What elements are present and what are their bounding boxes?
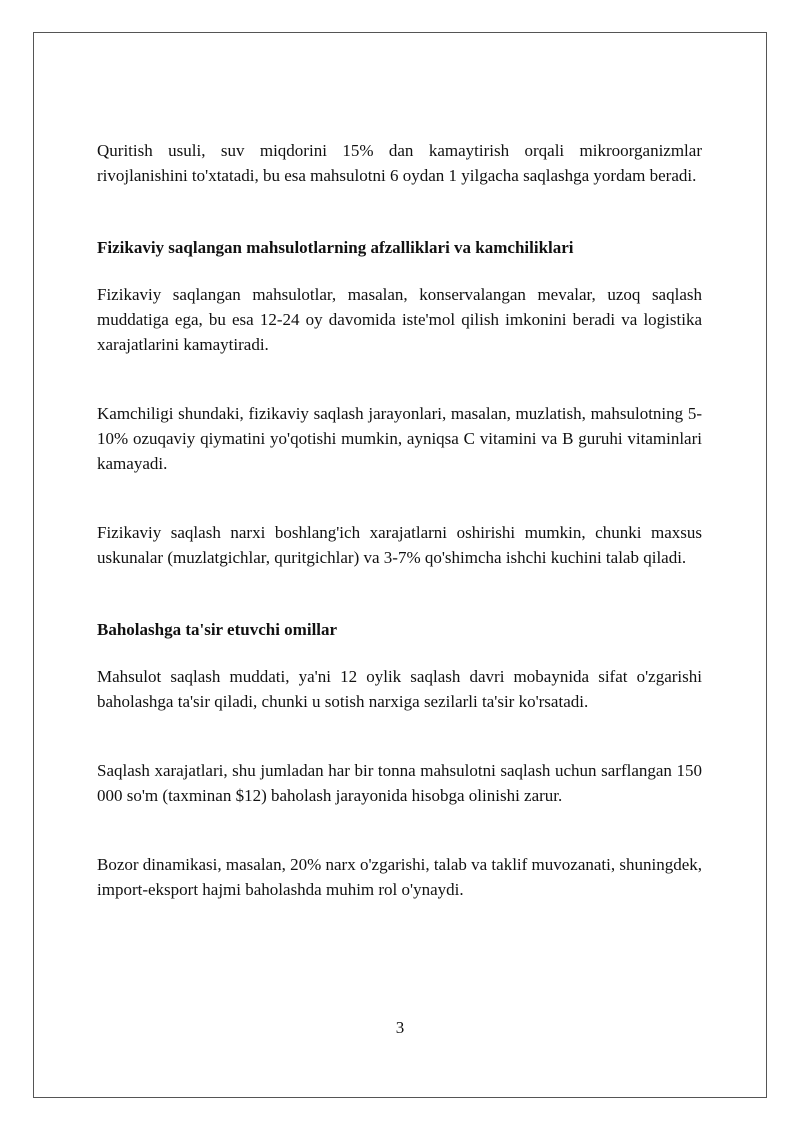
paragraph-physical-storage-advantages: Fizikaviy saqlangan mahsulotlar, masalan, konservalangan mevalar, uzoq saqlash muddatiga ega, bu esa 12-24 oy davomida iste'mol qilish imkonini beradi va logistika xarajatlarini kamaytiradi. [97,285,702,354]
paragraph-drying-method: Quritish usuli, suv miqdorini 15% dan kamaytirish orqali mikroorganizmlar rivojlanishini to'xtatadi, bu esa mahsulotni 6 oydan 1 yilgacha saqlashga yordam beradi. [97,141,702,185]
paragraph-physical-storage-disadvantages: Kamchiligi shundaki, fizikaviy saqlash jarayonlari, masalan, muzlatish, mahsulotning 5-10% ozuqaviy qiymatini yo'qotishi mumkin, ayniqsa C vitamini va B guruhi vitaminlari kamayadi. [97,404,702,473]
page-content [97,138,702,902]
heading-physical-storage-pros-cons: Fizikaviy saqlangan mahsulotlarning afzalliklari va kamchiliklari [97,238,574,257]
paragraph-shelf-life: Mahsulot saqlash muddati, ya'ni 12 oylik saqlash davri mobaynida sifat o'zgarishi baholashga ta'sir qiladi, chunki u sotish narxiga sezilarli ta'sir ko'rsatadi. [97,667,702,711]
paragraph-physical-storage-cost: Fizikaviy saqlash narxi boshlang'ich xarajatlarni oshirishi mumkin, chunki maxsus uskunalar (muzlatgichlar, quritgichlar) va 3-7% qo'shimcha ishchi kuchini talab qiladi. [97,523,702,567]
paragraph-storage-costs: Saqlash xarajatlari, shu jumladan har bir tonna mahsulotni saqlash uchun sarflangan 150 000 so'm (taxminan $12) baholash jarayonida hisobga olinishi zarur. [97,761,702,805]
paragraph-market-dynamics: Bozor dinamikasi, masalan, 20% narx o'zgarishi, talab va taklif muvozanati, shuningdek, import-eksport hajmi baholashda muhim rol o'ynaydi. [97,855,702,899]
page-number: 3 [395,1018,405,1037]
heading-valuation-factors: Baholashga ta'sir etuvchi omillar [97,620,338,639]
